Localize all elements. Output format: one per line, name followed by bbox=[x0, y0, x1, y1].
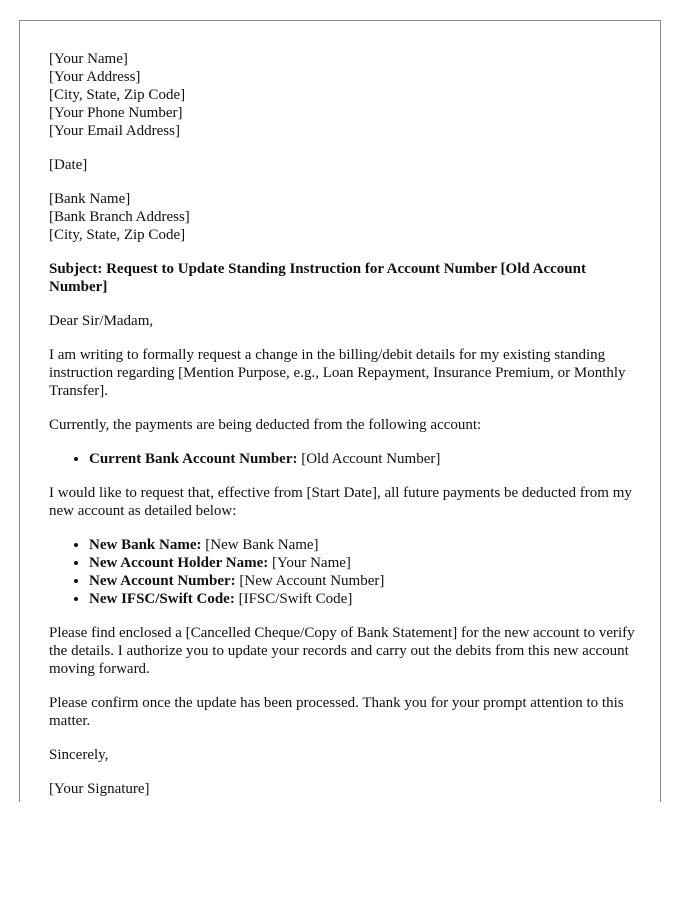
new-account-number-label: New Account Number: bbox=[89, 573, 236, 589]
bank-address-block bbox=[49, 190, 639, 244]
new-account-holder-label: New Account Holder Name: bbox=[89, 555, 269, 571]
list-item bbox=[89, 450, 639, 468]
closing: Sincerely, bbox=[49, 747, 109, 763]
salutation: Dear Sir/Madam, bbox=[49, 313, 154, 329]
letter-content bbox=[49, 50, 639, 798]
bank-branch-address: [Bank Branch Address] bbox=[49, 209, 190, 225]
bank-city-state-zip: [City, State, Zip Code] bbox=[49, 227, 186, 243]
current-account-list bbox=[49, 450, 639, 468]
new-bank-name-value: [New Bank Name] bbox=[201, 537, 319, 553]
signature: [Your Signature] bbox=[49, 781, 150, 797]
new-ifsc-swift-label: New IFSC/Swift Code: bbox=[89, 591, 235, 607]
letter-subject: Subject: Request to Update Standing Instruction for Account Number [Old Account Number] bbox=[49, 261, 586, 295]
letter-page bbox=[19, 20, 661, 802]
paragraph-intro: I am writing to formally request a change in the billing/debit details for my existing standing instruction regarding [Mention Purpose, e.g., Loan Repayment, Insurance Premium, or Monthly Transfer]. bbox=[49, 347, 626, 399]
sender-address: [Your Address] bbox=[49, 69, 141, 85]
sender-city-state-zip: [City, State, Zip Code] bbox=[49, 87, 186, 103]
sender-name: [Your Name] bbox=[49, 51, 128, 67]
paragraph-request: I would like to request that, effective from [Start Date], all future payments be deducted from my new account as detailed below: bbox=[49, 485, 632, 519]
list-item bbox=[89, 590, 639, 608]
new-ifsc-swift-value: [IFSC/Swift Code] bbox=[234, 591, 353, 607]
new-account-holder-value: [Your Name] bbox=[268, 555, 351, 571]
current-account-value: [Old Account Number] bbox=[297, 451, 441, 467]
paragraph-confirm: Please confirm once the update has been processed. Thank you for your prompt attention to this matter. bbox=[49, 695, 624, 729]
current-account-label: Current Bank Account Number: bbox=[89, 451, 298, 467]
letter-date: [Date] bbox=[49, 157, 88, 173]
new-account-number-value: [New Account Number] bbox=[235, 573, 385, 589]
new-account-list bbox=[49, 536, 639, 608]
sender-address-block bbox=[49, 50, 639, 140]
sender-phone: [Your Phone Number] bbox=[49, 105, 183, 121]
paragraph-current: Currently, the payments are being deducted from the following account: bbox=[49, 417, 482, 433]
list-item bbox=[89, 554, 639, 572]
sender-email: [Your Email Address] bbox=[49, 123, 180, 139]
bank-name: [Bank Name] bbox=[49, 191, 131, 207]
paragraph-enclosure: Please find enclosed a [Cancelled Cheque/Copy of Bank Statement] for the new account to verify the details. I authorize you to update your records and carry out the debits from this new account moving forward. bbox=[49, 625, 635, 677]
list-item bbox=[89, 536, 639, 554]
list-item bbox=[89, 572, 639, 590]
new-bank-name-label: New Bank Name: bbox=[89, 537, 202, 553]
